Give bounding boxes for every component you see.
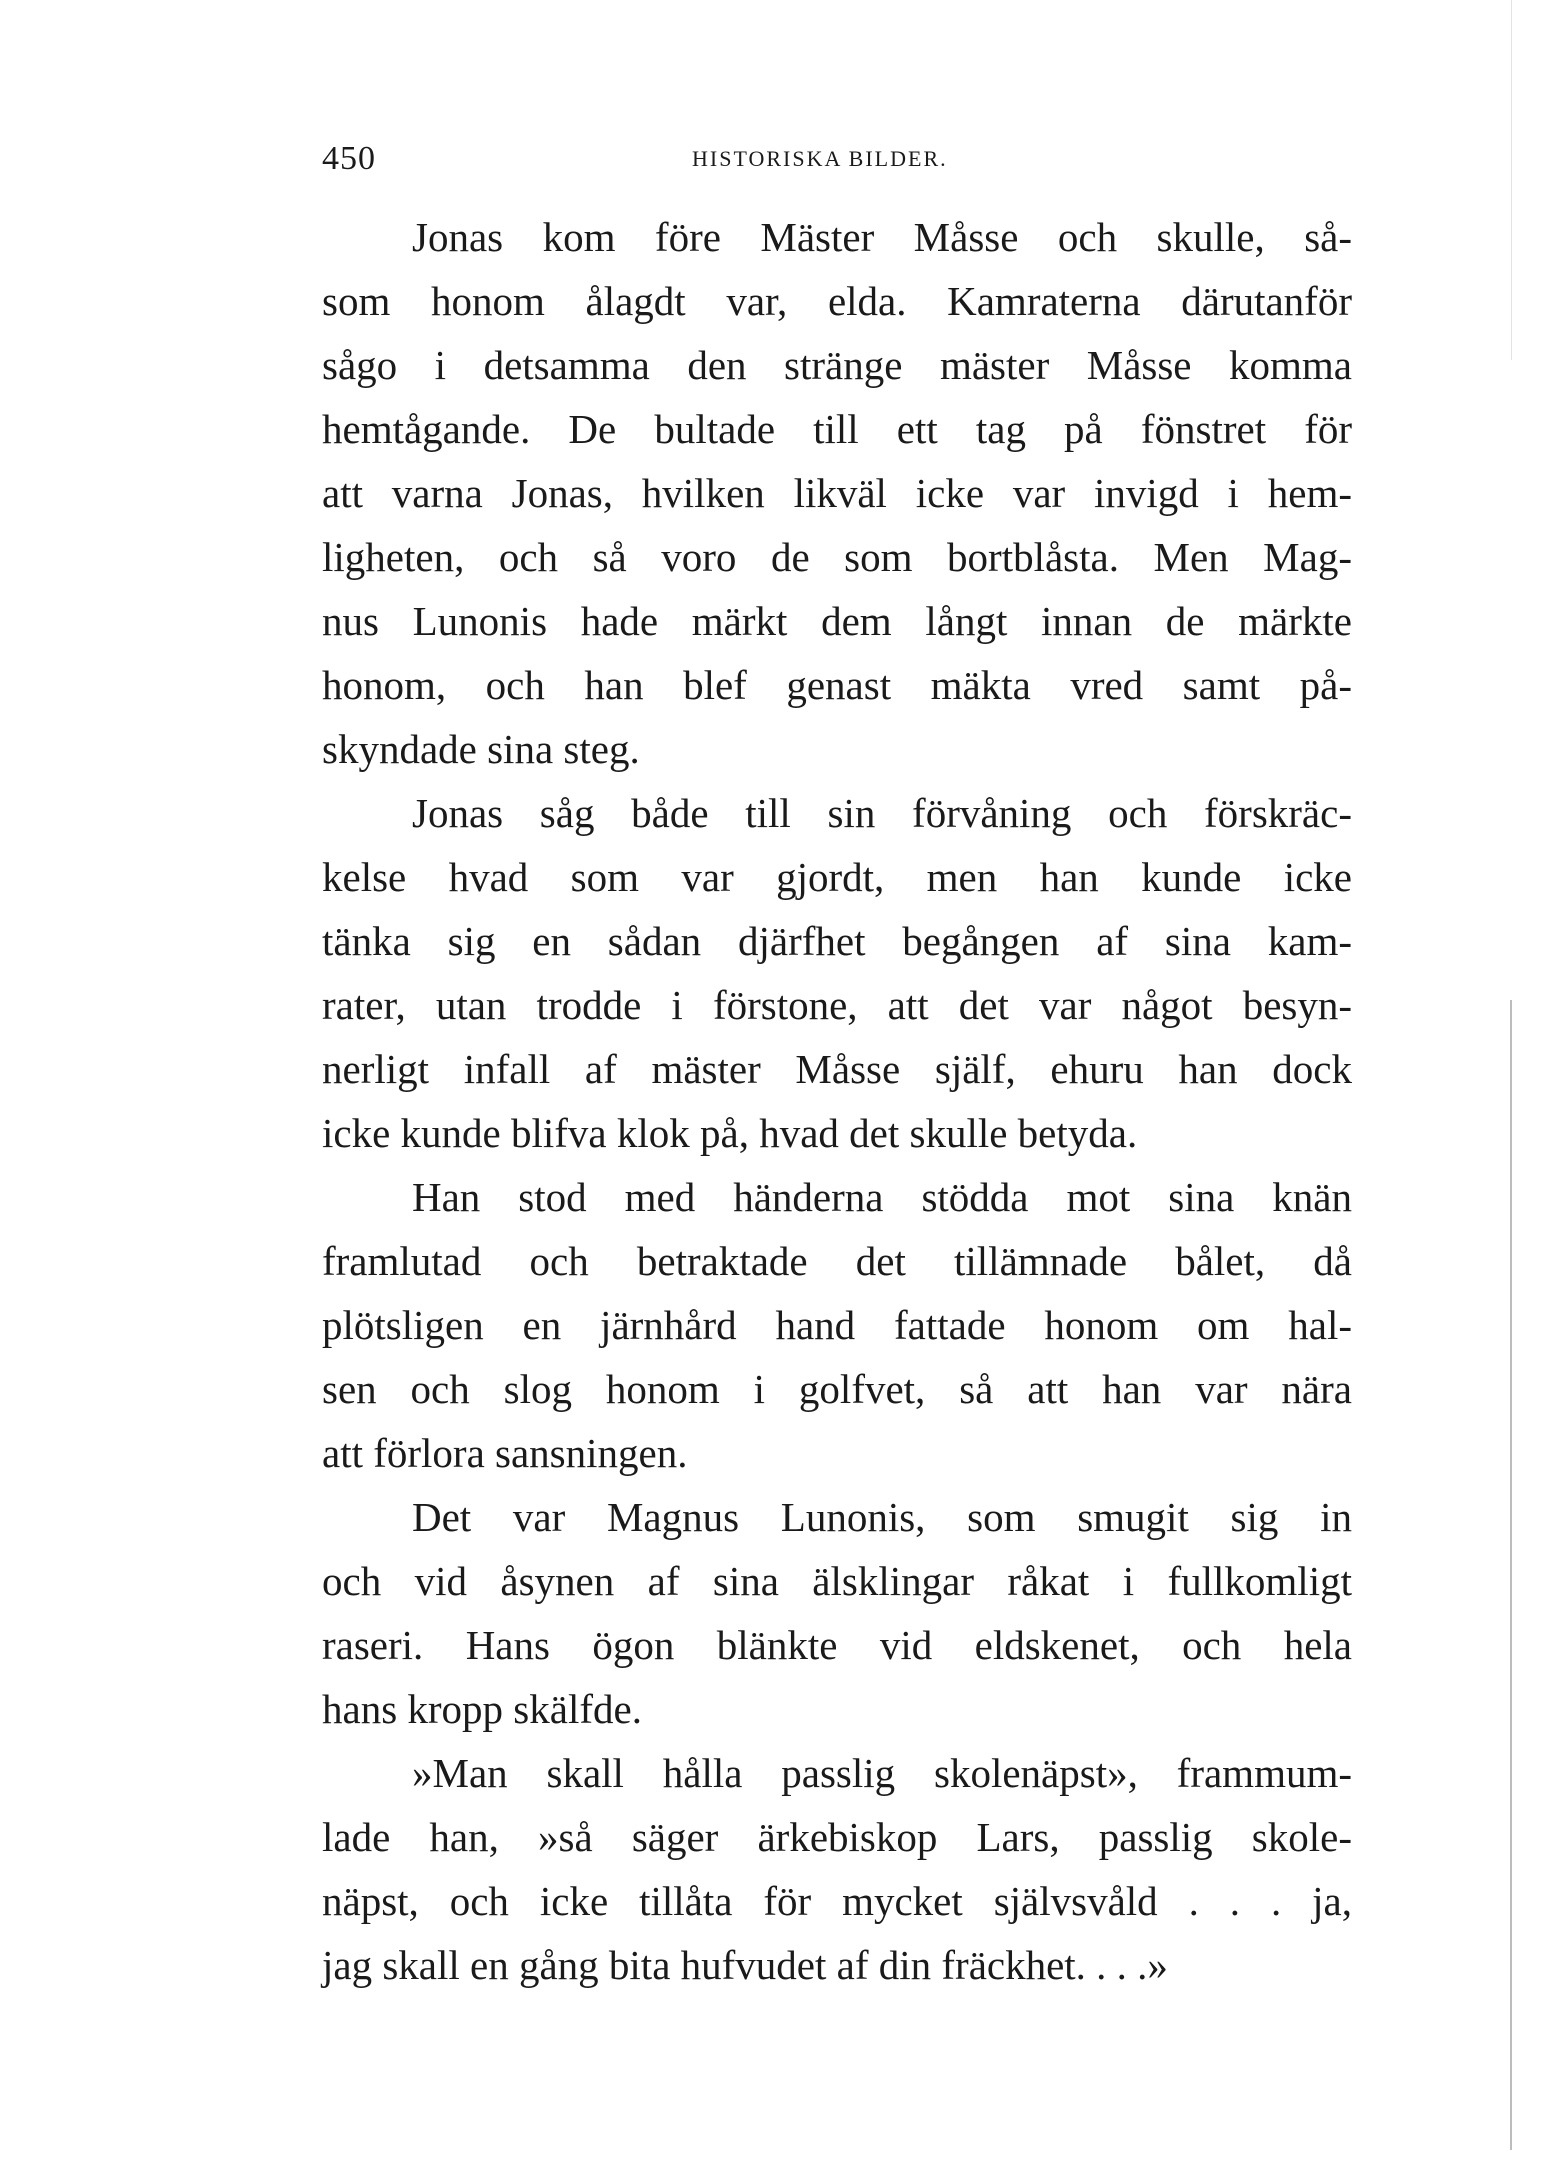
text-line: att förlora sansningen. <box>322 1430 688 1476</box>
text-line: jag skall en gång bita hufvudet af din fräckhet. . . .» <box>322 1942 1168 1988</box>
text-line: och vid åsynen af sina älsklingar råkat i fullkomligt <box>322 1558 1352 1604</box>
text-line: lade han, »så säger ärkebiskop Lars, passlig skole- <box>322 1814 1352 1860</box>
text-line: tänka sig en sådan djärfhet begången af sina kam- <box>322 918 1352 964</box>
text-line: att varna Jonas, hvilken likväl icke var invigd i hem- <box>322 470 1352 516</box>
text-line: raseri. Hans ögon blänkte vid eldskenet, och hela <box>322 1622 1352 1668</box>
page-number: 450 <box>322 140 376 177</box>
text-line: nus Lunonis hade märkt dem långt innan de märkte <box>322 598 1352 644</box>
text-line: icke kunde blifva klok på, hvad det skulle betyda. <box>322 1110 1138 1156</box>
running-title: HISTORISKA BILDER. <box>692 146 948 171</box>
text-line: honom, och han blef genast mäkta vred samt på- <box>322 662 1352 708</box>
text-line: kelse hvad som var gjordt, men han kunde icke <box>322 854 1352 900</box>
body-text <box>322 205 1352 1997</box>
text-line: näpst, och icke tillåta för mycket självsvåld . . . ja, <box>322 1878 1352 1924</box>
text-line: rater, utan trodde i förstone, att det var något besyn- <box>322 982 1352 1028</box>
text-line: Jonas kom före Mäster Måsse och skulle, så- <box>412 214 1352 260</box>
text-line: hans kropp skälfde. <box>322 1686 642 1732</box>
text-line: ligheten, och så voro de som bortblåsta. Men Mag- <box>322 534 1352 580</box>
text-line: nerligt infall af mäster Måsse själf, ehuru han dock <box>322 1046 1352 1092</box>
page-edge-line <box>1510 1000 1512 2150</box>
text-line: sen och slog honom i golfvet, så att han var nära <box>322 1366 1352 1412</box>
text-line: Han stod med händerna stödda mot sina knän <box>412 1174 1352 1220</box>
book-page <box>322 0 1352 2163</box>
page-edge-shadow <box>1511 0 1512 360</box>
text-line: hemtågande. De bultade till ett tag på fönstret för <box>322 406 1352 452</box>
text-line: plötsligen en järnhård hand fattade honom om hal- <box>322 1302 1352 1348</box>
running-head <box>322 140 1352 180</box>
text-line: Jonas såg både till sin förvåning och förskräc- <box>412 790 1352 836</box>
text-line: sågo i detsamma den stränge mäster Måsse komma <box>322 342 1352 388</box>
text-line: Det var Magnus Lunonis, som smugit sig in <box>412 1494 1352 1540</box>
text-line: framlutad och betraktade det tillämnade bålet, då <box>322 1238 1352 1284</box>
text-line: som honom ålagdt var, elda. Kamraterna därutanför <box>322 278 1352 324</box>
text-line: skyndade sina steg. <box>322 726 640 772</box>
text-line: »Man skall hålla passlig skolenäpst», frammum- <box>412 1750 1352 1796</box>
